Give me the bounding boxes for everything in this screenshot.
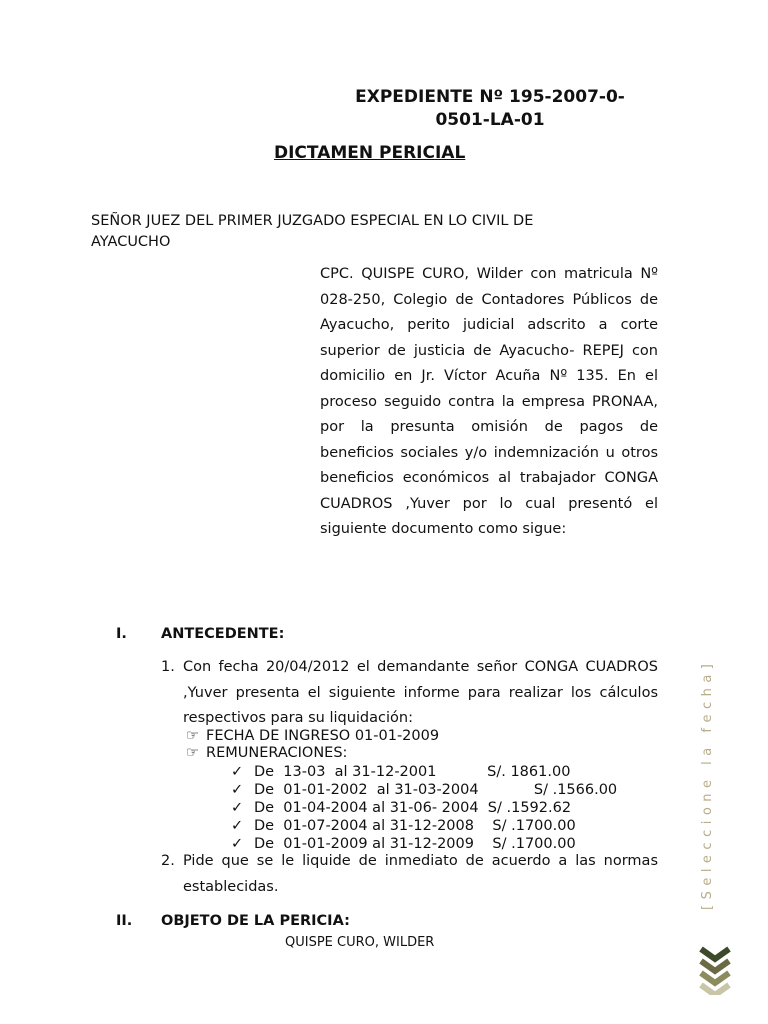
pointing-hand-icon: ☞ — [186, 745, 199, 761]
remuneracion-row: ✓ De 01-01-2002 al 31-03-2004 S/ .1566.00 — [231, 782, 618, 798]
list-item-text: Con fecha 20/04/2012 el demandante señor CONGA CUADROS ,Yuver presenta el siguiente informe para realizar los cálculos respectivos para su liquidación: — [183, 659, 658, 726]
bullet-item: ☞ REMUNERACIONES: — [186, 745, 348, 761]
section-title: OBJETO DE LA PERICIA: — [161, 913, 350, 929]
date-placeholder[interactable]: [Seleccione la fecha] — [700, 658, 715, 910]
checkmark-icon: ✓ — [231, 800, 244, 816]
list-item-number: 1. — [161, 659, 175, 675]
bullet-list — [186, 728, 606, 762]
section-number: II. — [116, 913, 133, 929]
checkmark-icon: ✓ — [231, 818, 244, 834]
section-number: I. — [116, 626, 127, 642]
remuneracion-row: ✓ De 01-04-2004 al 31-06- 2004 S/ .1592.62 — [231, 800, 572, 816]
chevron-down-icon — [697, 945, 733, 999]
remuneracion-row: ✓ De 01-07-2004 al 31-12-2008 S/ .1700.00 — [231, 818, 576, 834]
document-subtitle: DICTAMEN PERICIAL — [274, 143, 466, 163]
section-title: ANTECEDENTE: — [161, 626, 285, 642]
remuneracion-row: ✓ De 01-01-2009 al 31-12-2009 S/ .1700.00 — [231, 836, 576, 852]
remuneraciones-list — [231, 763, 671, 853]
document-title: EXPEDIENTE Nº 195-2007-0-0501-LA-01 — [355, 87, 625, 130]
bullet-item: ☞ FECHA DE INGRESO 01-01-2009 — [186, 728, 440, 744]
list-item-number: 2. — [161, 853, 175, 869]
perito-name: QUISPE CURO, WILDER — [285, 935, 435, 950]
checkmark-icon: ✓ — [231, 782, 244, 798]
pointing-hand-icon: ☞ — [186, 728, 199, 744]
intro-paragraph: CPC. QUISPE CURO, Wilder con matricula Nº 028-250, Colegio de Contadores Públicos de Ayacucho, perito judicial adscrito a corte superior de justicia de Ayacucho- REPEJ con domicilio en Jr. Víctor Acuña Nº 135. En el proceso seguido contra la empresa PRONAA, por la presunta omisión de pagos de beneficios sociales y/o indemnización u otros beneficios económicos al trabajador CONGA CUADROS ,Yuver por lo cual presentó el siguiente documento como sigue: — [320, 266, 658, 537]
checkmark-icon: ✓ — [231, 836, 244, 852]
salutation: SEÑOR JUEZ DEL PRIMER JUZGADO ESPECIAL EN LO CIVIL DE AYACUCHO — [91, 213, 534, 250]
checkmark-icon: ✓ — [231, 764, 244, 780]
list-item-text: Pide que se le liquide de inmediato de acuerdo a las normas establecidas. — [183, 853, 658, 895]
remuneracion-row: ✓ De 13-03 al 31-12-2001 S/. 1861.00 — [231, 764, 571, 780]
